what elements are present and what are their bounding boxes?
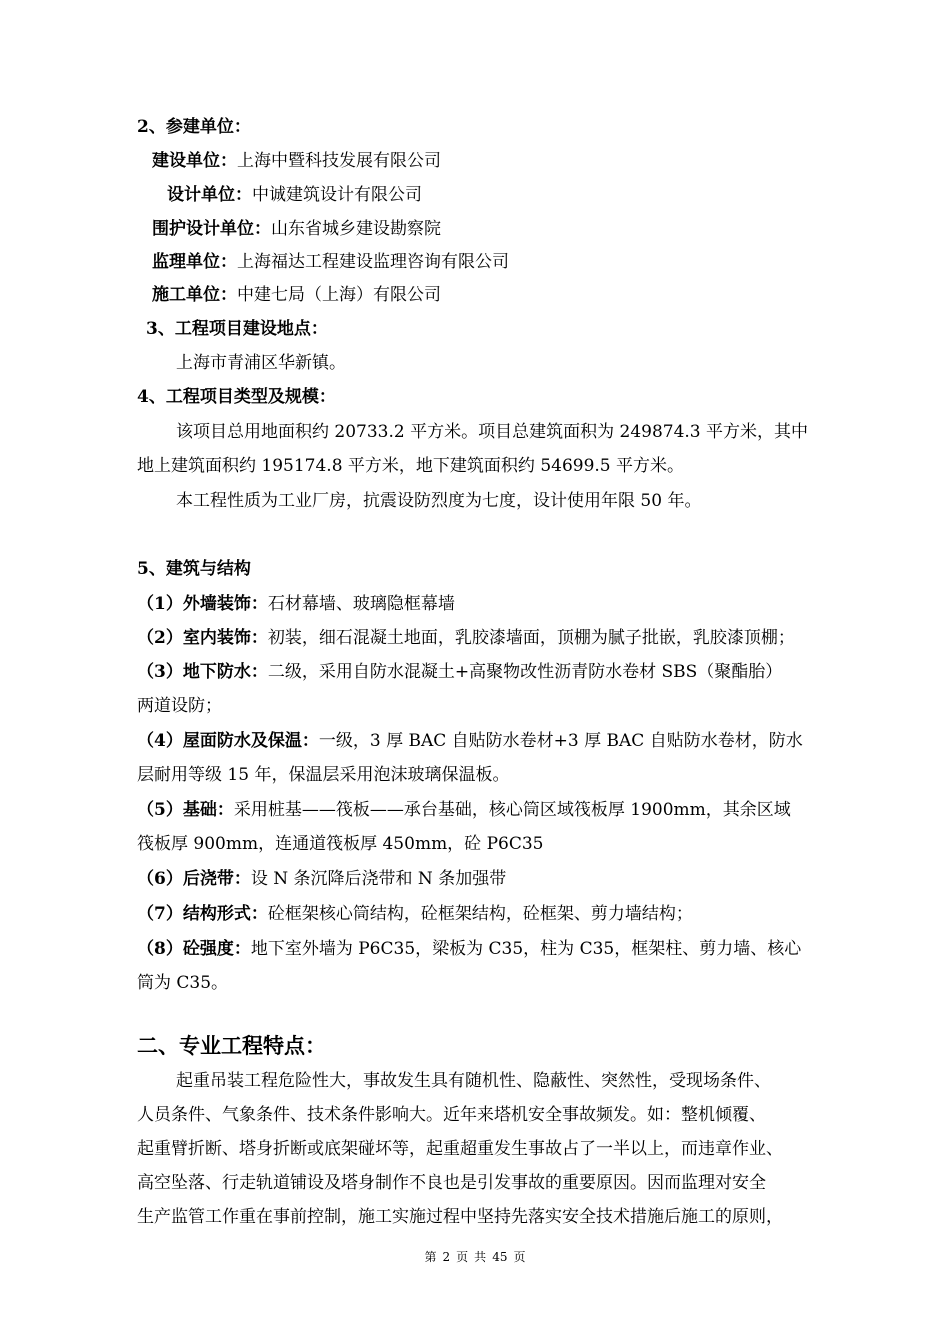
footer-suffix: 页 (513, 1250, 526, 1264)
org-row-contractor (152, 284, 441, 306)
structure-item-3 (137, 661, 782, 683)
structure-item-8-continued: 筒为 C35。 (137, 973, 229, 993)
item-label: （2）室内装饰： (137, 628, 268, 648)
item-text: 设 N 条沉降后浇带和 N 条加强带 (250, 869, 507, 889)
section3-location: 上海市青浦区华新镇。 (176, 353, 346, 373)
item-text: 一级，3 厚 BAC 自贴防水卷材+3 厚 BAC 自贴防水卷材，防水 (318, 731, 803, 751)
footer-page-word: 页 (456, 1250, 469, 1264)
item-label: （7）结构形式： (137, 904, 268, 924)
item-label: （5）基础： (137, 800, 234, 820)
item-text: 初装，细石混凝土地面，乳胶漆墙面，顶棚为腻子批嵌，乳胶漆顶棚； (267, 628, 795, 648)
org-value: 上海中暨科技发展有限公司 (237, 151, 441, 171)
section3-heading: 3、工程项目建设地点： (146, 319, 328, 339)
structure-item-5 (137, 799, 791, 821)
structure-item-8 (137, 938, 801, 960)
item-label: （6）后浇带： (137, 869, 251, 889)
structure-item-7 (137, 903, 693, 925)
org-label: 施工单位： (152, 285, 237, 305)
structure-item-3-continued: 两道设防； (137, 696, 222, 716)
section5-heading: 5、建筑与结构 (137, 559, 251, 579)
section4-heading: 4、工程项目类型及规模： (137, 387, 336, 407)
chapter2-line-4: 高空坠落、行走轨道铺设及塔身制作不良也是引发事故的重要原因。因而监理对安全 (137, 1173, 766, 1193)
structure-item-5-continued: 筏板厚 900mm，连通道筏板厚 450mm，砼 P6C35 (137, 834, 544, 854)
structure-item-1 (137, 593, 455, 615)
org-value: 山东省城乡建设勘察院 (271, 219, 441, 239)
structure-item-4-continued: 层耐用等级 15 年，保温层采用泡沫玻璃保温板。 (137, 765, 510, 785)
footer-total-word: 共 (474, 1250, 487, 1264)
item-text: 二级，采用自防水混凝土+高聚物改性沥青防水卷材 SBS（聚酯胎） (267, 662, 783, 682)
org-label: 监理单位： (152, 252, 237, 272)
section4-paragraph1-line2: 地上建筑面积约 195174.8 平方米，地下建筑面积约 54699.5 平方米。 (137, 456, 685, 476)
item-label: （3）地下防水： (137, 662, 268, 682)
chapter2-line-5: 生产监管工作重在事前控制，施工实施过程中坚持先落实安全技术措施后施工的原则， (137, 1207, 783, 1227)
chapter2-line-2: 人员条件、气象条件、技术条件影响大。近年来塔机安全事故频发。如：整机倾覆、 (137, 1105, 766, 1125)
item-text: 采用桩基——筏板——承台基础，核心筒区域筏板厚 1900mm，其余区域 (233, 800, 791, 820)
org-label: 围护设计单位： (152, 219, 271, 239)
org-row-supervision (152, 251, 509, 273)
structure-item-4 (137, 730, 803, 752)
org-row-enclosure-design (152, 218, 441, 240)
footer-current-page: 2 (442, 1250, 451, 1264)
org-value: 中诚建筑设计有限公司 (252, 185, 422, 205)
footer-total-pages: 45 (492, 1250, 508, 1264)
structure-item-2 (137, 627, 795, 649)
section2-heading: 2、参建单位： (137, 117, 251, 137)
chapter2-heading: 二、专业工程特点： (137, 1033, 326, 1058)
section4-paragraph2: 本工程性质为工业厂房，抗震设防烈度为七度，设计使用年限 50 年。 (176, 491, 702, 511)
org-label: 建设单位： (152, 151, 237, 171)
item-label: （4）屋面防水及保温： (137, 731, 319, 751)
item-label: （1）外墙装饰： (137, 594, 268, 614)
footer-prefix: 第 (424, 1250, 437, 1264)
item-text: 地下室外墙为 P6C35，梁板为 C35，柱为 C35，框架柱、剪力墙、核心 (250, 939, 802, 959)
page-footer (0, 1248, 950, 1265)
chapter2-line-1: 起重吊装工程危险性大，事故发生具有随机性、隐蔽性、突然性，受现场条件、 (176, 1071, 771, 1091)
structure-item-6 (137, 868, 506, 890)
item-text: 石材幕墙、玻璃隐框幕墙 (267, 594, 455, 614)
chapter2-line-3: 起重臂折断、塔身折断或底架碰坏等，起重超重发生事故占了一半以上，而违章作业、 (137, 1139, 783, 1159)
org-value: 中建七局（上海）有限公司 (237, 285, 441, 305)
item-label: （8）砼强度： (137, 939, 251, 959)
org-value: 上海福达工程建设监理咨询有限公司 (237, 252, 509, 272)
org-row-design (167, 184, 422, 206)
section4-paragraph1-line1: 该项目总用地面积约 20733.2 平方米。项目总建筑面积为 249874.3 平方米，其中 (176, 422, 809, 442)
item-text: 砼框架核心筒结构，砼框架结构，砼框架、剪力墙结构； (267, 904, 693, 924)
org-label: 设计单位： (167, 185, 252, 205)
org-row-construction (152, 150, 441, 172)
